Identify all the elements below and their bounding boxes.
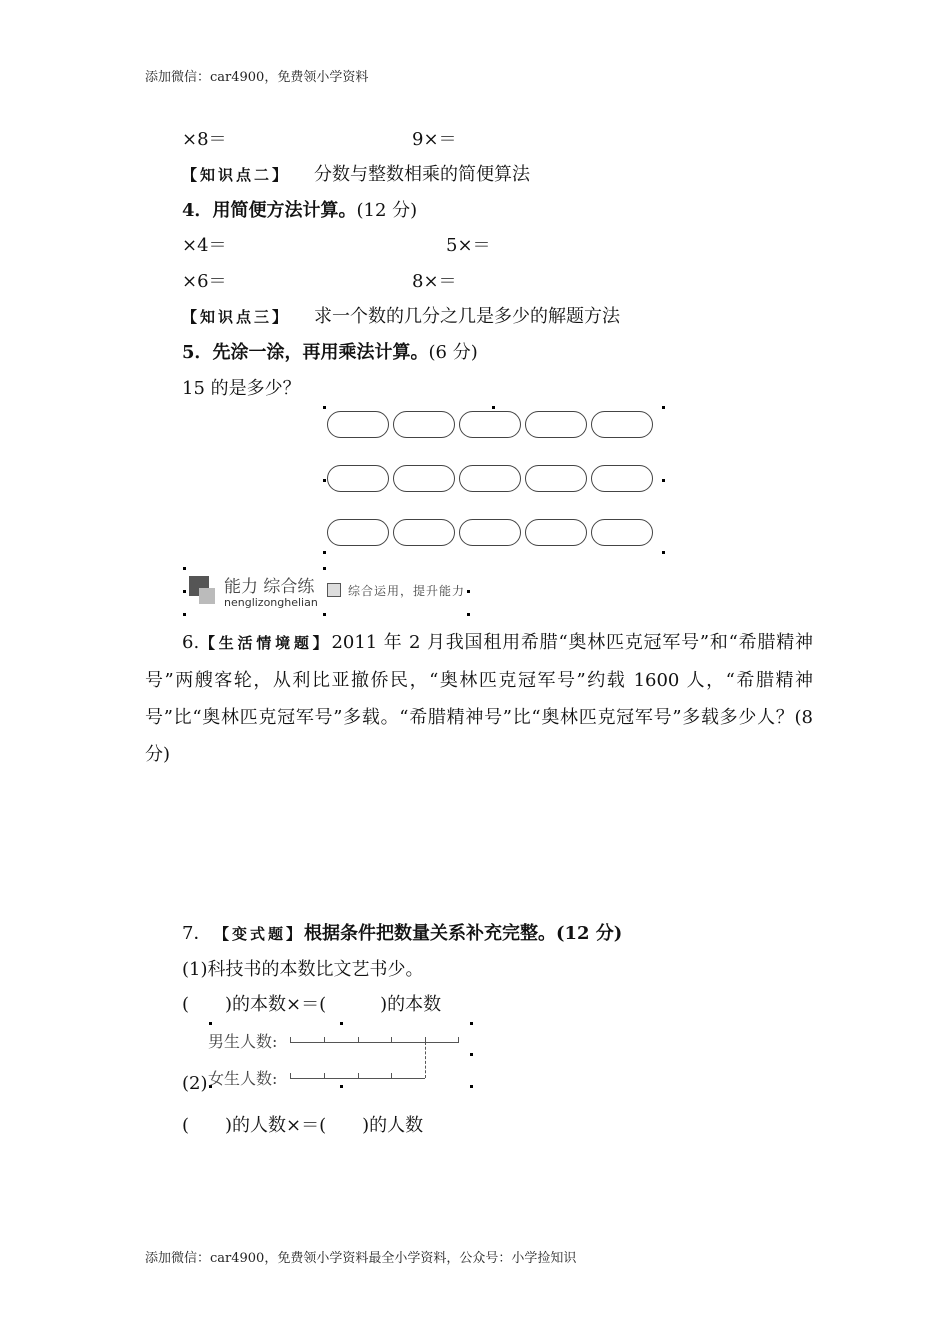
frame-marker <box>662 479 665 482</box>
frame-marker <box>470 1022 473 1025</box>
banner-logo-icon <box>199 588 215 604</box>
coloring-cell[interactable] <box>327 519 389 546</box>
coloring-cell[interactable] <box>393 465 455 492</box>
frame-marker <box>183 613 186 616</box>
boys-segment-tick <box>358 1037 359 1043</box>
frame-marker <box>323 613 326 616</box>
q3-expression-right: 9×＝ <box>412 129 457 150</box>
banner-pinyin: nenglizonghelian <box>224 596 318 609</box>
frame-marker <box>323 479 326 482</box>
q4-points: (12 分) <box>356 200 418 221</box>
frame-marker <box>467 590 470 593</box>
boys-label: 男生人数: <box>208 1032 278 1051</box>
frame-marker <box>183 590 186 593</box>
frame-marker <box>492 406 495 409</box>
q5-title: 5．先涂一涂，再用乘法计算。 <box>182 342 429 363</box>
q7-number: 7． <box>182 923 212 944</box>
knowledge-point-2 <box>182 160 530 186</box>
q6-paragraph <box>145 624 813 773</box>
q4-expression: 5×＝ <box>446 235 491 256</box>
coloring-cell[interactable] <box>459 465 521 492</box>
girls-label: 女生人数: <box>208 1069 278 1088</box>
q5-points: (6 分) <box>428 342 478 363</box>
coloring-cell[interactable] <box>393 519 455 546</box>
frame-marker <box>662 406 665 409</box>
q5-question: 15 的是多少？ <box>182 378 301 399</box>
coloring-cell[interactable] <box>459 519 521 546</box>
girls-segment-tick <box>324 1073 325 1079</box>
q4-title: 4．用简便方法计算。 <box>182 200 357 221</box>
frame-marker <box>209 1022 212 1025</box>
q7-title: 根据条件把数量关系补充完整。(12 分) <box>303 923 623 944</box>
q7-part2: (2) <box>182 1073 208 1094</box>
q4-expression: ×4＝ <box>182 235 227 256</box>
frame-marker <box>662 551 665 554</box>
q7-part1: (1)科技书的本数比文艺书少。 <box>182 959 424 980</box>
q7-heading <box>182 919 622 945</box>
banner-divider-icon <box>327 583 341 597</box>
q6-text: 2011 年 2 月我国租用希腊“奥林匹克冠军号”和“希腊精神号”两艘客轮，从利比亚撤侨民，“奥林匹克冠军号”约载 1600 人，“希腊精神号”比“奥林匹克冠军号”多载。“希腊精神号”比“奥林匹克冠军号”多载多少人？(8 分) <box>145 632 813 765</box>
frame-marker <box>467 613 470 616</box>
boys-segment-tick <box>391 1037 392 1043</box>
frame-marker <box>340 1022 343 1025</box>
coloring-cell[interactable] <box>327 465 389 492</box>
girls-segment-tick <box>391 1073 392 1079</box>
frame-marker <box>470 1085 473 1088</box>
q6-number: 6. <box>182 632 200 653</box>
banner-subtitle: 综合运用，提升能力 <box>348 584 466 598</box>
boys-segment-tick <box>458 1037 459 1043</box>
girls-segment-tick <box>358 1073 359 1079</box>
coloring-cell[interactable] <box>525 411 587 438</box>
comparison-dashed-line <box>425 1042 426 1078</box>
boys-segment-tick <box>290 1037 291 1043</box>
q4-expression: ×6＝ <box>182 271 227 292</box>
coloring-cell[interactable] <box>327 411 389 438</box>
q7-tag: 【变式题】 <box>221 925 304 943</box>
coloring-cell[interactable] <box>591 465 653 492</box>
frame-marker <box>323 551 326 554</box>
q3-expression-left: ×8＝ <box>182 129 227 150</box>
q5-heading <box>182 338 478 364</box>
coloring-cell[interactable] <box>591 411 653 438</box>
q7-part1-blank: ( )的本数×＝( )的本数 <box>182 994 442 1015</box>
coloring-cell[interactable] <box>393 411 455 438</box>
banner-title: 能力 综合练 <box>224 577 315 597</box>
coloring-cell[interactable] <box>591 519 653 546</box>
frame-marker <box>183 567 186 570</box>
frame-marker <box>323 406 326 409</box>
frame-marker <box>340 1085 343 1088</box>
q4-expression: 8×＝ <box>412 271 457 292</box>
page-header: 添加微信：car4900，免费领小学资料 <box>145 70 369 85</box>
q7-part2-blank: ( )的人数×＝( )的人数 <box>182 1115 424 1136</box>
q6-tag: 【生活情境题】 <box>199 634 332 652</box>
boys-segment <box>290 1042 458 1043</box>
coloring-cell[interactable] <box>525 519 587 546</box>
knowledge-point-title: 求一个数的几分之几是多少的解题方法 <box>314 306 621 327</box>
girls-segment-tick <box>290 1073 291 1079</box>
knowledge-point-tag: 【知识点三】 <box>182 308 291 326</box>
boys-segment-tick <box>324 1037 325 1043</box>
frame-marker <box>323 567 326 570</box>
coloring-cell[interactable] <box>459 411 521 438</box>
frame-marker <box>470 1053 473 1056</box>
knowledge-point-tag: 【知识点二】 <box>182 166 291 184</box>
knowledge-point-3 <box>182 302 620 328</box>
knowledge-point-title: 分数与整数相乘的简便算法 <box>314 164 531 185</box>
page-footer: 添加微信：car4900，免费领小学资料最全小学资料，公众号：小学捡知识 <box>145 1251 577 1266</box>
q4-heading <box>182 196 417 222</box>
coloring-cell[interactable] <box>525 465 587 492</box>
